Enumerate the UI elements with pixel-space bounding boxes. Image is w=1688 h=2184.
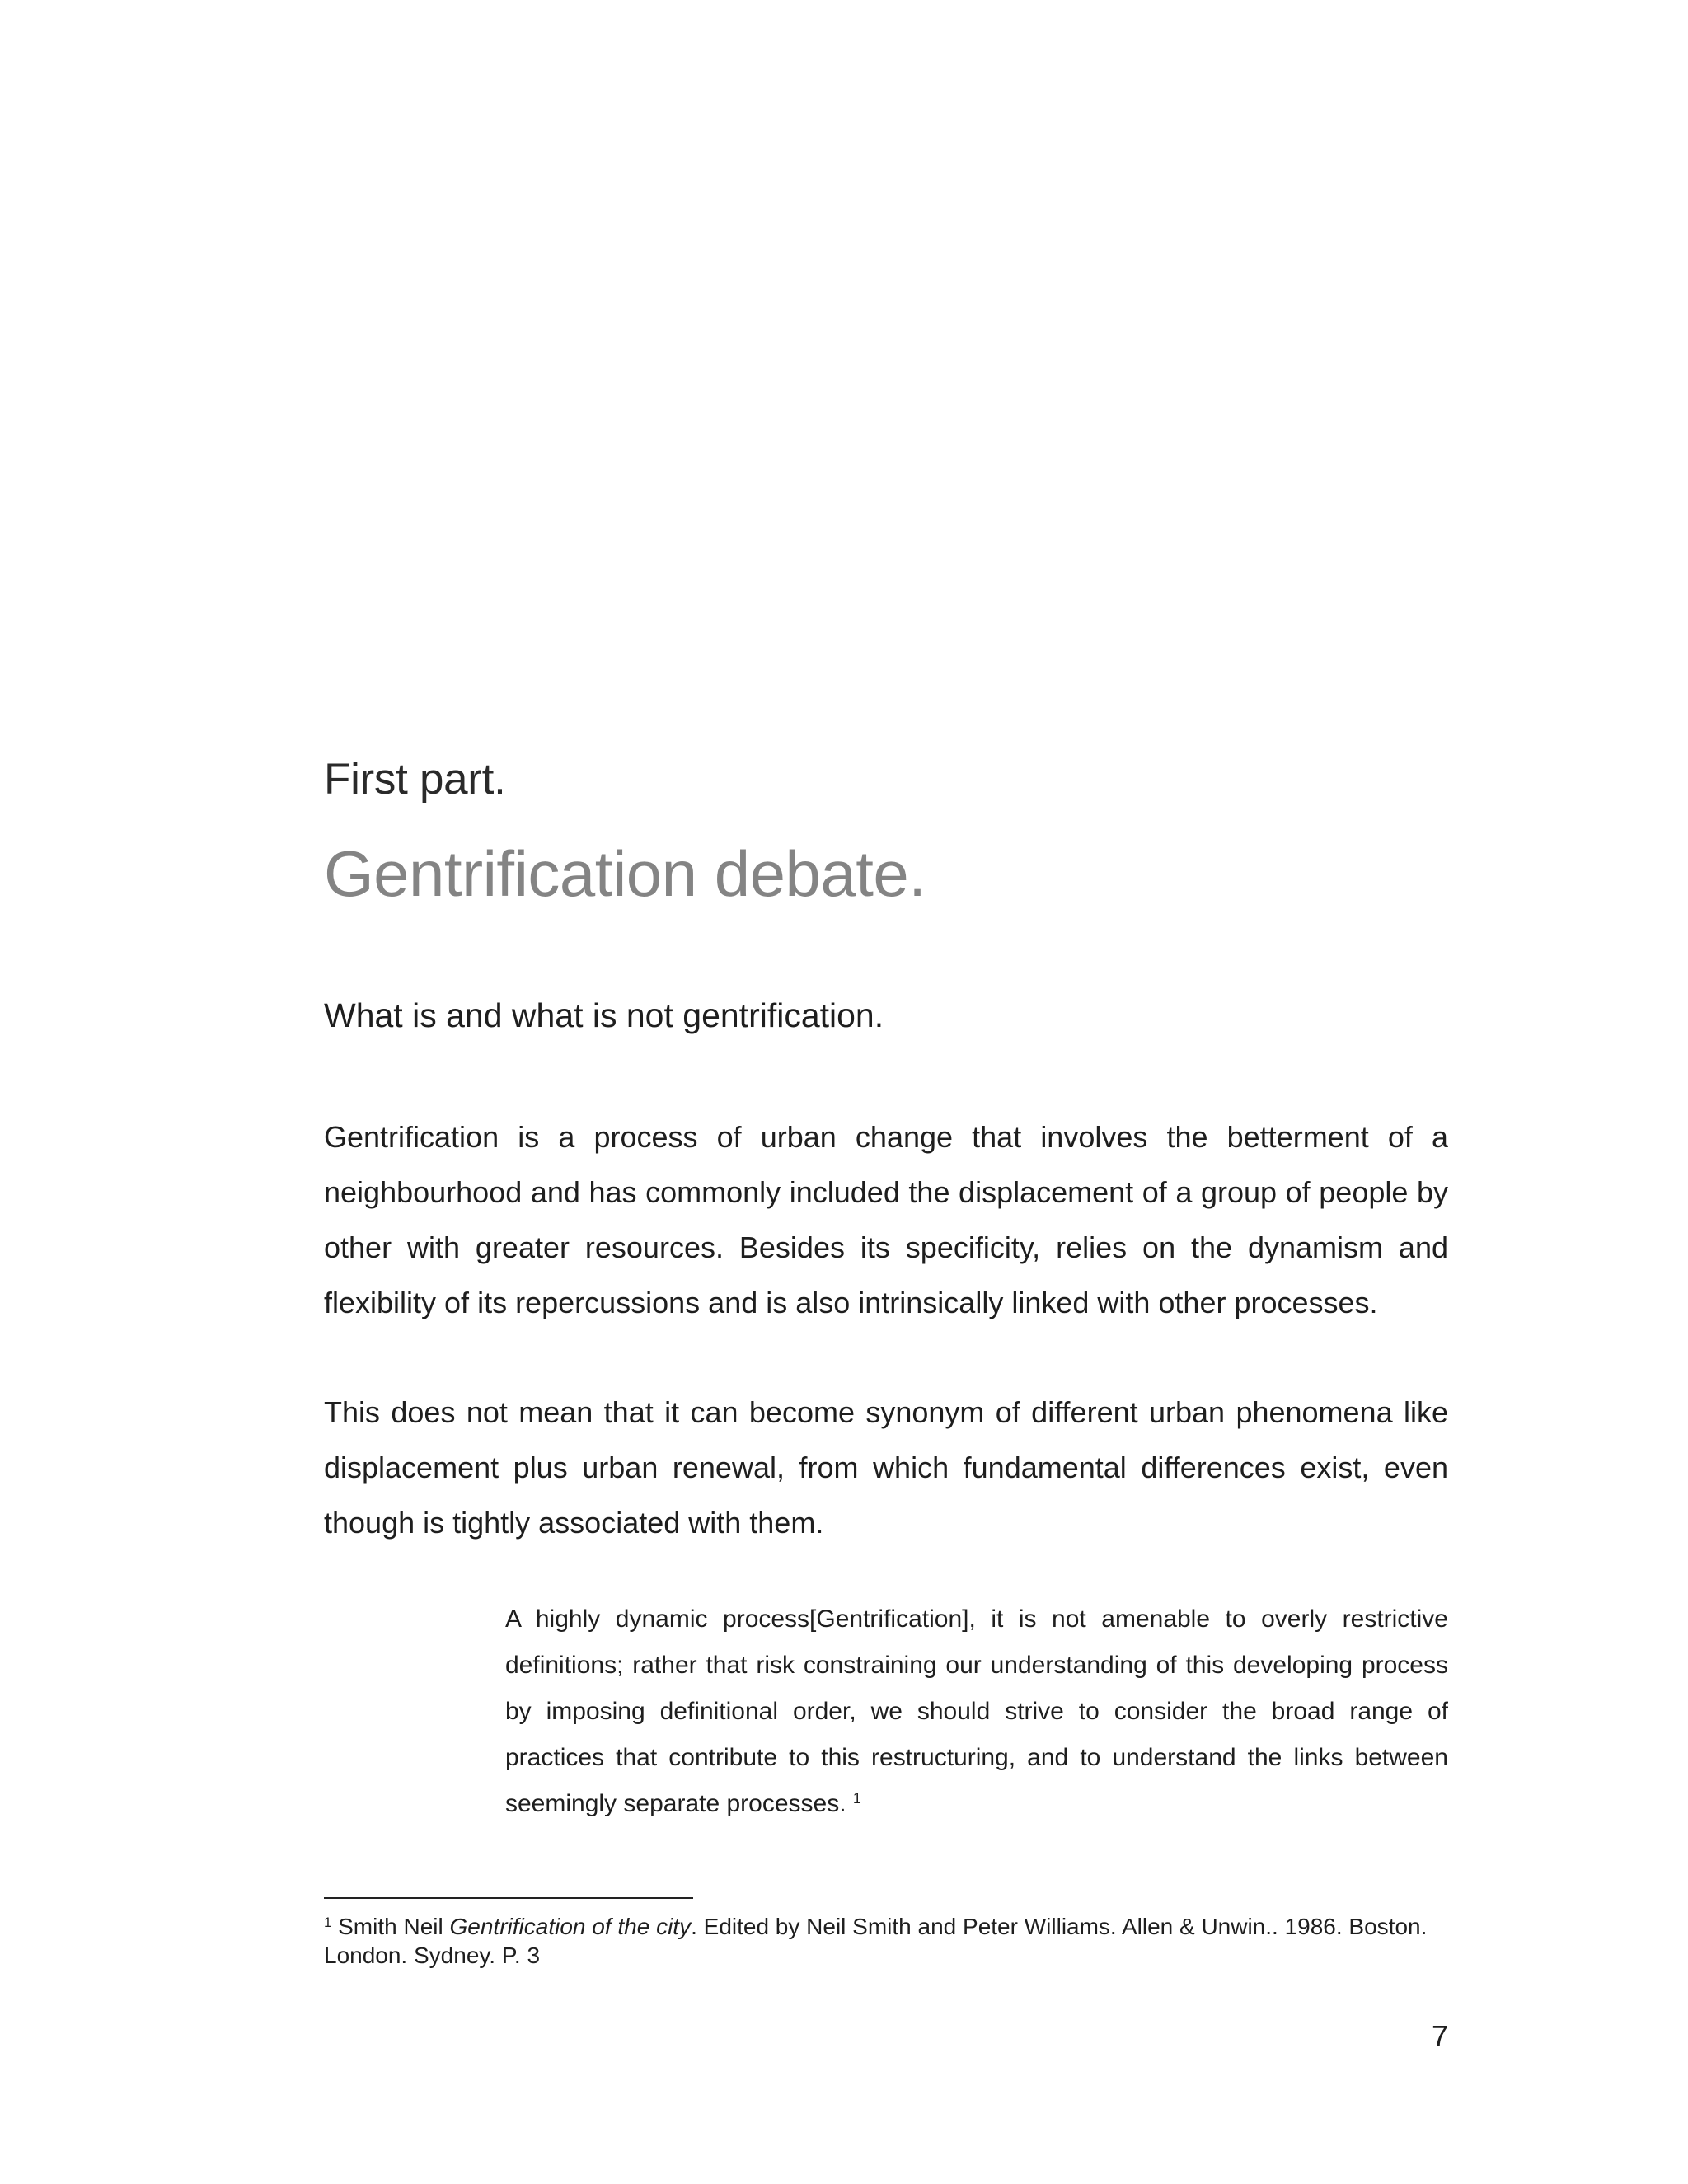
body-paragraph-2: This does not mean that it can become synonym of different urban phenomena like displacement plus urban renewal, from which fundamental differences exist, even though is tightly associated with them. bbox=[324, 1395, 1448, 1540]
footnote-divider bbox=[324, 1897, 693, 1899]
footnote-author: Smith Neil bbox=[338, 1914, 443, 1939]
footnote-marker: 1 bbox=[324, 1914, 332, 1930]
chapter-title: Gentrification debate. bbox=[324, 837, 926, 910]
footnote-details: . Edited by Neil Smith and Peter Williams. Allen & Unwin.. 1986. Boston. London. Sydney. P. 3 bbox=[324, 1914, 1428, 1968]
block-quote-text: A highly dynamic process[Gentrification], it is not amenable to overly restrictive definitions; rather that risk constraining our understanding of this developing process by imposing definitional order, we should strive to consider the broad range of practices that contribute to this restructuring, and to understand the links between seemingly separate processes. bbox=[505, 1605, 1448, 1817]
footnote-title: Gentrification of the city bbox=[449, 1914, 692, 1939]
block-quote bbox=[505, 1596, 1448, 1827]
section-heading: What is and what is not gentrification. bbox=[324, 996, 884, 1034]
footnote-reference[interactable]: 1 bbox=[852, 1790, 861, 1807]
page-number: 7 bbox=[1431, 2019, 1448, 2053]
body-paragraph-1: Gentrification is a process of urban change that involves the betterment of a neighbourhood and has commonly included the displacement of a group of people by other with greater resources. Besides its specificity, relies on the dynamism and flexibility of its repercussions and is also intrinsically linked with other processes. bbox=[324, 1120, 1448, 1319]
footnote bbox=[324, 1912, 1448, 1970]
part-label: First part. bbox=[324, 755, 506, 804]
